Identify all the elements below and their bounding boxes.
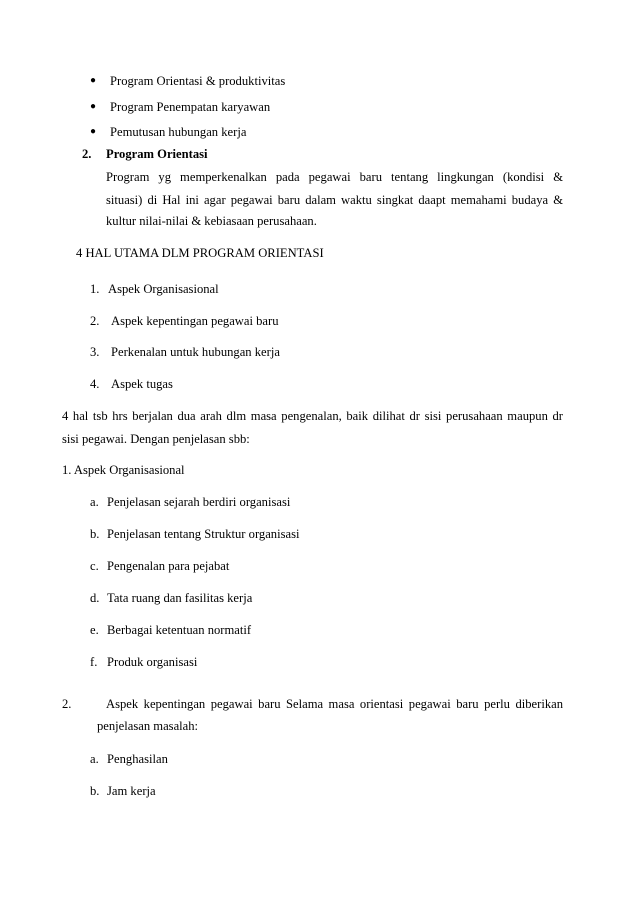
item-letter: c. <box>90 559 99 573</box>
section-number: 2. <box>82 147 92 161</box>
aspect-label: Aspek Organisasional <box>108 282 219 296</box>
bullet-item: Program Penempatan karyawan <box>110 100 271 114</box>
item-text: Berbagai ketentuan normatif <box>107 623 252 637</box>
paragraph-line: kultur nilai-nilai & kebiasaan perusahaan. <box>106 214 317 228</box>
item-letter: b. <box>90 784 100 798</box>
part-line: Aspek kepentingan pegawai baru Selama masa orientasi pegawai baru perlu diberikan <box>106 697 563 711</box>
part-number: 2. <box>62 697 72 711</box>
aspect-number: 1. <box>90 282 100 296</box>
bullet-item: Pemutusan hubungan kerja <box>110 125 247 139</box>
bullet-dot: ● <box>90 75 97 86</box>
item-text: Pengenalan para pejabat <box>107 559 230 573</box>
item-text: Penjelasan sejarah berdiri organisasi <box>107 495 291 509</box>
intro-line: sisi pegawai. Dengan penjelasan sbb: <box>62 432 250 446</box>
paragraph-line: situasi) di Hal ini agar pegawai baru dalam waktu singkat daapt memahami budaya & <box>106 193 563 207</box>
aspect-label: Aspek tugas <box>111 377 173 391</box>
part-title: 1. Aspek Organisasional <box>62 463 185 477</box>
item-text: Produk organisasi <box>107 655 198 669</box>
item-text: Jam kerja <box>107 784 156 798</box>
aspect-number: 2. <box>90 314 100 328</box>
aspect-label: Perkenalan untuk hubungan kerja <box>111 345 280 359</box>
item-text: Tata ruang dan fasilitas kerja <box>107 591 253 605</box>
item-letter: f. <box>90 655 98 669</box>
aspect-label: Aspek kepentingan pegawai baru <box>111 314 279 328</box>
item-letter: b. <box>90 527 100 541</box>
part-line: penjelasan masalah: <box>97 719 199 733</box>
item-letter: e. <box>90 623 99 637</box>
item-letter: a. <box>90 752 99 766</box>
intro-line: 4 hal tsb hrs berjalan dua arah dlm masa pengenalan, baik dilihat dr sisi perusahaan maupun dr <box>62 409 563 423</box>
bullet-dot: ● <box>90 101 97 112</box>
section-title: Program Orientasi <box>106 147 208 161</box>
item-letter: a. <box>90 495 99 509</box>
bullet-item: Program Orientasi & produktivitas <box>110 74 286 88</box>
aspect-number: 4. <box>90 377 100 391</box>
item-letter: d. <box>90 591 100 605</box>
aspect-number: 3. <box>90 345 100 359</box>
bullet-dot: ● <box>90 126 97 137</box>
item-text: Penghasilan <box>107 752 168 766</box>
heading: 4 HAL UTAMA DLM PROGRAM ORIENTASI <box>76 246 324 260</box>
paragraph-line: Program yg memperkenalkan pada pegawai baru tentang lingkungan (kondisi & <box>106 170 563 184</box>
item-text: Penjelasan tentang Struktur organisasi <box>107 527 300 541</box>
